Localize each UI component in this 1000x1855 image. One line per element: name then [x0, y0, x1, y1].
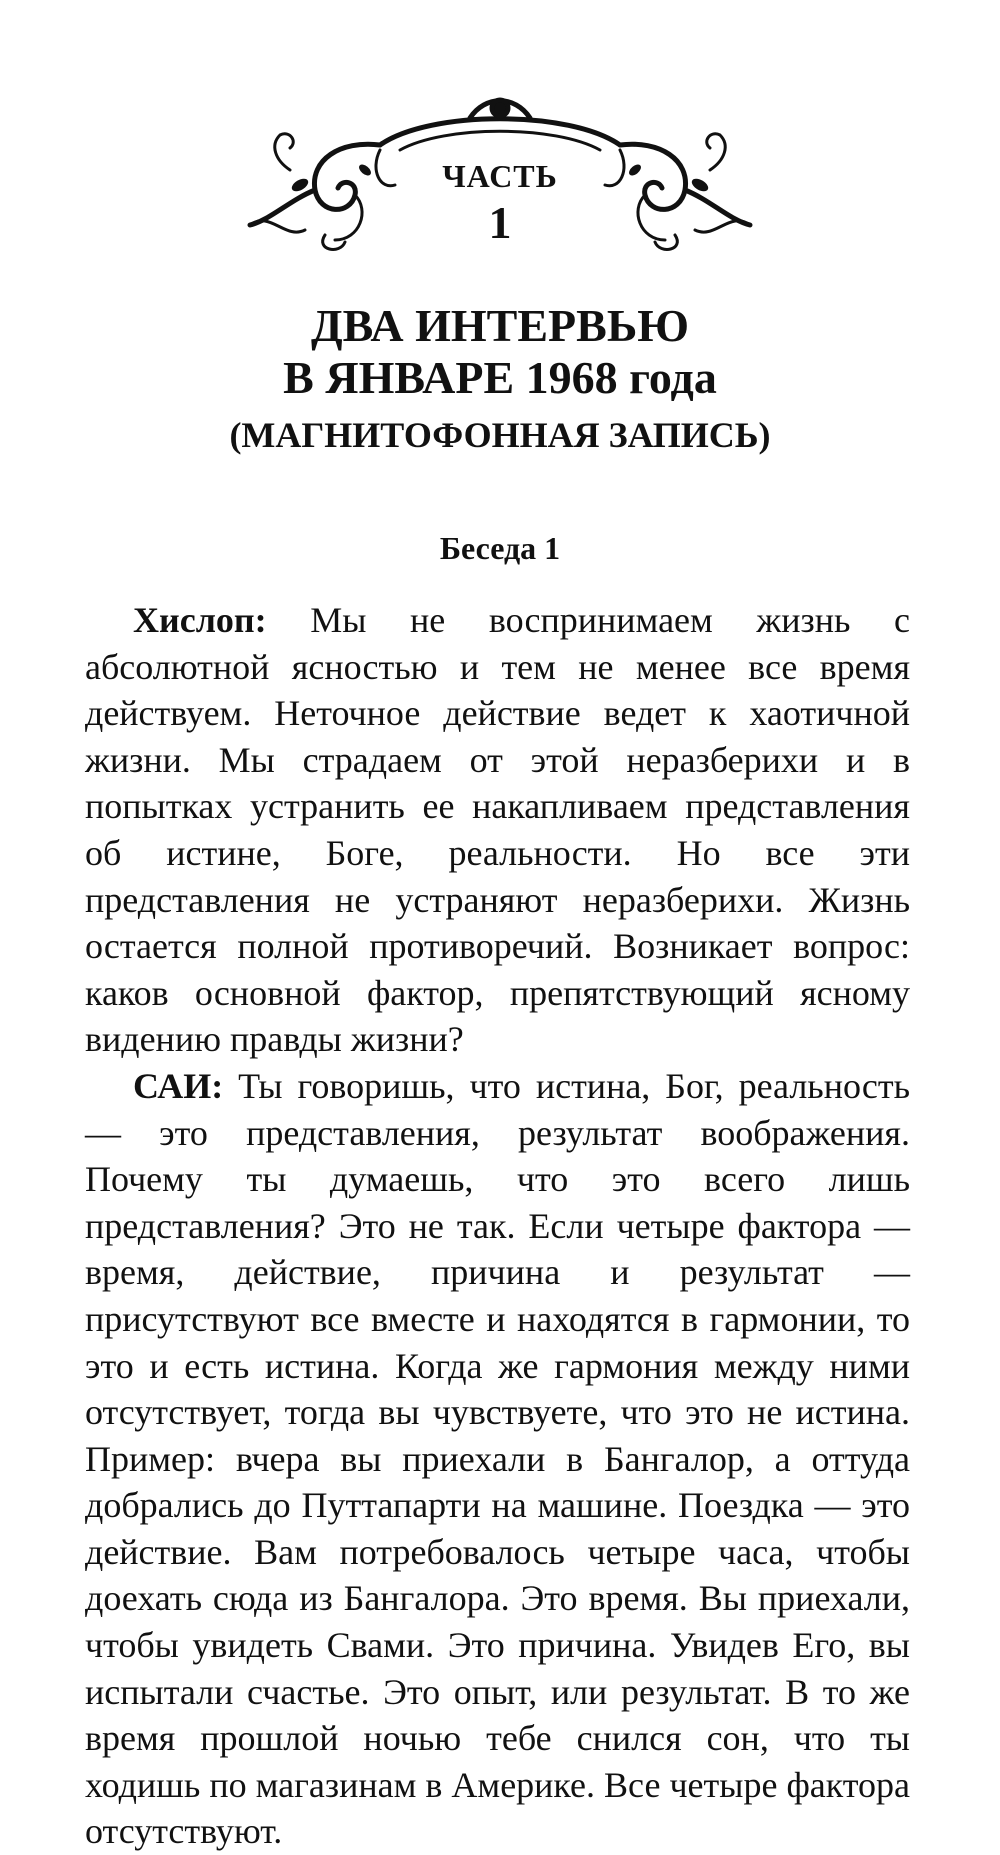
part-label: ЧАСТЬ	[442, 158, 558, 194]
paragraph-text: Ты говоришь, что истина, Бог, реальность — это представления, результат воображения. Почему ты думаешь, что это всего лишь представления? Это не так. Если четыре фактора — время, действие, причина и результат — присутствуют все вместе и находятся в гармонии, то это и есть истина. Когда же гармония между ними отсутствует, тогда вы чувствуете, что это не истина. Пример: вчера вы приехали в Бангалор, а оттуда добрались до Путтапарти на машине. Поездка — это действие. Вам потребовалось четыре часа, чтобы доехать сюда из Бангалора. Это время. Вы приехали, чтобы увидеть Свами. Это причина. Увидев Его, вы испытали счастье. Это опыт, или результат. В то же время прошлой ночью тебе снился сон, что ты ходишь по магазинам в Америке. Все четыре фактора отсутствуют.	[85, 1065, 910, 1852]
paragraph	[85, 1063, 910, 1855]
title-line-2: В ЯНВАРЕ 1968 года	[283, 352, 717, 403]
body-text	[85, 597, 910, 1855]
speaker-name: Хислоп:	[133, 600, 267, 640]
title-subtitle: (МАГНИТОФОННАЯ ЗАПИСЬ)	[229, 415, 771, 455]
chapter-title	[0, 300, 1000, 460]
paragraph-text: Мы не воспринимаем жизнь с абсолютной ясностью и тем не менее все время действуем. Неточное действие ведет к хаотичной жизни. Мы страдаем от этой неразберихи и в попытках устранить ее накапливаем представления об истине, Боге, реальности. Но все эти представления не устраняют неразберихи. Жизнь остается полной противоречий. Возникает вопрос: каков основной фактор, препятствующий ясному видению правды жизни?	[85, 600, 910, 1060]
part-number: 1	[488, 197, 512, 248]
section-heading: Беседа 1	[439, 530, 561, 566]
title-line-1: ДВА ИНТЕРВЬЮ	[310, 300, 690, 351]
paragraph	[85, 597, 910, 1063]
speaker-name: САИ:	[133, 1065, 224, 1106]
